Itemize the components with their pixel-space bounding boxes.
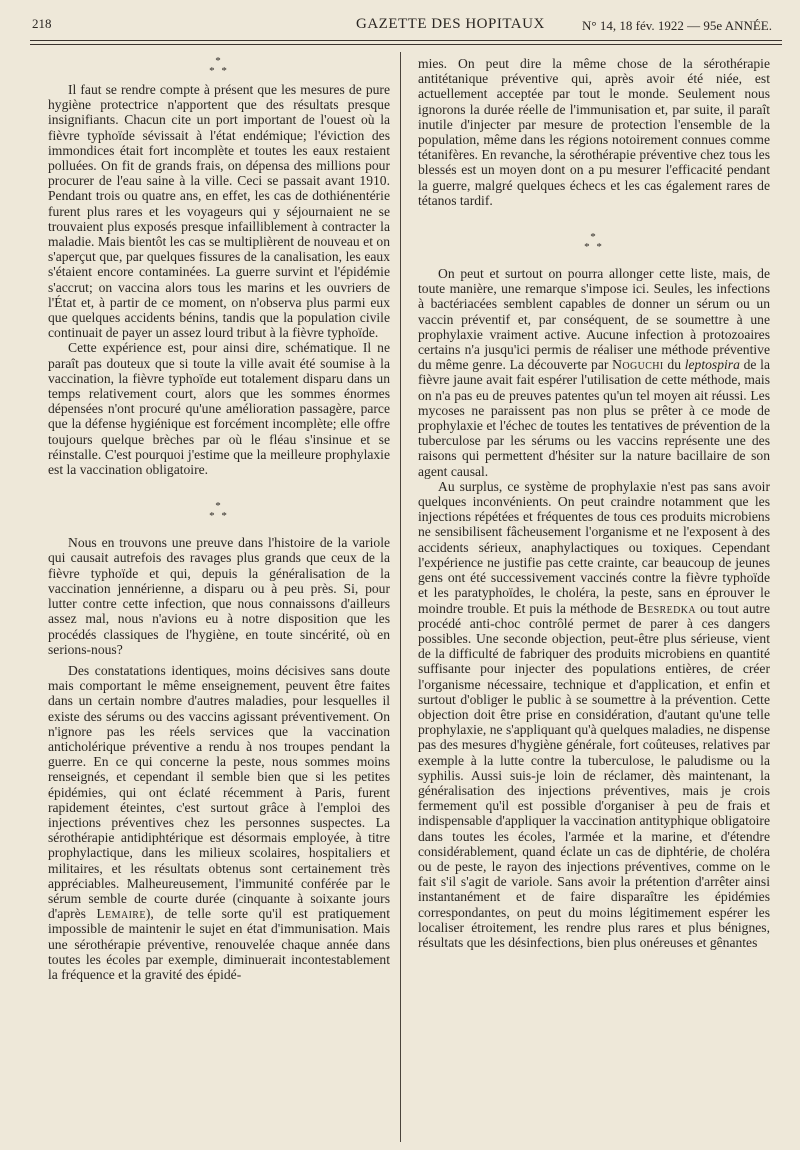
paragraph: Nous en trouvons une preuve dans l'histoire de la variole qui causait autrefois des ravages plus grands que ceux de la fièvre typhoïde et qui, depuis la généralisation de la vaccination jennérienne, a disparu ou à peu près. Si, pour lutter contre cette infection, que nous connaissons d'ailleurs assez mal, nous n'avions eu à notre disposition que les procédés classiques de l'hygiène, en toute sincérité, où en serions-nous? [48,535,390,657]
paragraph: mies. On peut dire la même chose de la sérothérapie antitétanique préventive qui, après avoir été niée, est actuellement acceptée par tout le monde. Seulement nous ignorons la durée réelle de l'immunisation et, par suite, il paraît inutile d'injecter par mesure de protection l'ensemble de la population, même dans les régions notoirement connues comme tétanifères. En revanche, la sérothérapie préventive chez tous les blessés est un moyen dont on a pu mesurer l'efficacité pendant la guerre, malgré quelques échecs et les cas également rares de tétanos tardif. [418,56,770,208]
separator-stars: * * [209,65,229,77]
column-divider [400,52,401,1142]
section-separator [48,56,390,76]
paragraph-text: On peut et surtout on pourra allonger cette liste, mais, de toute manière, une remarque s'impose ici. Seules, les infections à bactériacées semblent capables de donner un sérum ou un vaccin préventif et, par conséquent, de se soumettre à une prophylaxie vraiment active. Aucune infection à protozoaires certains n'a jusqu'ici permis de réaliser une méthode préventive du même genre. La découverte par [418,266,770,373]
author-name: Noguchi [612,357,664,373]
header-rule-thin [30,44,782,45]
paragraph: Il faut se rendre compte à présent que les mesures de pure hygiène protectrice n'apportent que des résultats presque insignifiants. Chacun cite un port important de l'ouest où la fièvre typhoïde sévissait à l'état endémique; l'éviction des immondices était fort incomplète et toutes les eaux restaient polluées. On fit de grands frais, on dépensa des millions pour procurer de l'eau saine à la ville. Ceci se passait avant 1910. Pendant trois ou quatre ans, en effet, les cas de dothiénentérie furent plus rares et les voyageurs qui y séjournaient ne se trouvaient plus exposés presque infailliblement à contracter la maladie. Mais bientôt les cas se multiplièrent de nouveau et on s'aperçut que, par quelques fissures de la canalisation, les eaux s'étaient encore contaminées. La guerre survint et l'épidémie s'accrut; on vaccina alors tous les marins et les ouvriers de l'État et, à partir de ce moment, on n'observa plus parmi eux que quelques accidents bénins, tandis que la population civile continuait de payer un assez lourd tribut à la fièvre typhoïde. [48,82,390,341]
issue-info: N° 14, 18 fév. 1922 — 95e ANNÉE. [582,18,772,33]
separator-star: * [215,500,223,513]
paragraph-text: du [663,357,685,373]
paragraph [418,479,770,950]
section-separator [48,501,390,521]
paragraph-text: de la fièvre jaune avait fait espérer l'utilisation de cette méthode, mais on n'a pas eu de preuves patentes qu'un tel moyen ait réussi. Les mycoses ne paraissent pas non plus se prêter à ce mode de prophylaxie et l'échec de toutes les tentatives de prévention de la tuberculose par les sérums ou les vaccins représente une des raisons qui permettent d'hésiter sur la nature bacillaire de son agent causal. [418,357,770,479]
page-number: 218 [32,16,52,31]
header-rule [30,40,782,41]
section-separator [418,232,770,252]
italic-term: leptospira [684,357,740,373]
left-column [48,56,390,982]
paragraph-text: ou tout autre procédé anti-choc contrôlé permet de parer à ces dangers possibles. Une seconde objection, peut-être plus sérieuse, vient de la difficulté de fabriquer des produits microbiens en quantité suffisante pour injecter des populations entières, de créer l'organisme nécessaire, technique et d'application, et enfin et surtout d'obliger le public à se soumettre à la prévention. Cette objection doit être prise en considération, d'autant qu'une telle prophylaxie, ne s'appliquant qu'à quelques maladies, ne dispense pas des mesures d'hygiène générale, fort coûteuses, relatives par exemple à la lutte contre la tuberculose, le paludisme ou la syphilis. Aussi suis-je loin de réclamer, dès maintenant, la généralisation des injections préventives, mais je crois fermement qu'il est possible d'organiser à peu de frais et indispensable d'appliquer la vaccination antityphique obligatoire dans toutes les écoles, l'armée et la marine, et d'étendre considérablement, quand éclate un cas de diphtérie, de choléra ou de peste, le rayon des injections préventives, comme on le fait s'il s'agit de variole. Sans avoir la prétention d'arrêter ainsi instantanément et de faire disparaître les épidémies correspondantes, on peut du moins légitimement espérer les localiser étroitement, les rendre plus rares et plus bénignes, résultats que les désinfections, bien plus onéreuses et gênantes [418,600,770,950]
separator-star: * [215,55,223,67]
page-header [28,10,780,40]
right-column [418,56,770,950]
paragraph: Cette expérience est, pour ainsi dire, schématique. Il ne paraît pas douteux que si toute la ville avait été soumise à la vaccination, la fièvre typhoïde eut totalement disparu dans un temps relativement court, alors que les sommes énormes dépensées n'ont procuré qu'une amélioration passagère, parce que la défense hygiénique est forcément incomplète; elle offre toujours quelque brèches par où le fléau s'insinue et se réinstalle. C'est pourquoi j'estime que la meilleure prophylaxie est la vaccination obligatoire. [48,340,390,478]
separator-stars: * * [209,510,229,523]
paragraph [48,663,390,982]
paragraph-text: Au surplus, ce système de prophylaxie n'est pas sans avoir quelques inconvénients. On peut craindre notamment que les injections répétées et fréquentes de tous ces produits microbiens ne sensibilisent fâcheusement l'organisme et ne l'exposent à des accidents sérieux, anaphylactiques ou toxiques. Cependant l'expérience ne justifie pas cette crainte, car beaucoup de jeunes gens ont été successivement vaccinés contre la fièvre typhoïde et les paratyphoïdes, le choléra, la peste, sans en éprouver le moindre trouble. Et puis la méthode de [418,478,770,616]
paragraph-text: Des constatations identiques, moins décisives sans doute mais comportant le même enseignement, peuvent être faites dans un certain nombre d'autres maladies, pour lesquelles il existe des sérums ou des vaccins agissant préventivement. On n'ignore pas les réels services que la vaccination anticholérique préventive a rendu à nos troupes pendant la guerre. En ce qui concerne la peste, nous sommes moins renseignés, et cependant il semble bien que si les petites épidémies, qui ont éclaté récemment à Paris, furent rapidement éteintes, c'est surtout grâce à l'emploi des injections préventives chez les personnes suspectes. La sérothérapie antidiphtérique est désormais employée, à titre prophylactique, dans les milieux scolaires, hospitaliers et militaires, et les résultats obtenus sont certainement très appréciables. Malheureusement, l'immunité conférée par le sérum semble de courte durée (cinquante à soixante jours d'après [48,662,390,922]
separator-star: * [590,231,598,244]
paragraph [418,266,770,479]
author-name: Lemaire [96,906,146,922]
author-name: Besredka [637,600,696,616]
journal-title: GAZETTE DES HOPITAUX [356,16,545,32]
paragraph-text: ), de telle sorte qu'il est pratiquement impossible de maintenir le sujet en état d'immunisation. Mais une sérothérapie préventive, renouvelée chaque année dans toutes les écoles par exemple, diminuerait incontestablement la fréquence et la gravité des épidé- [48,906,390,982]
separator-stars: * * [584,241,604,254]
